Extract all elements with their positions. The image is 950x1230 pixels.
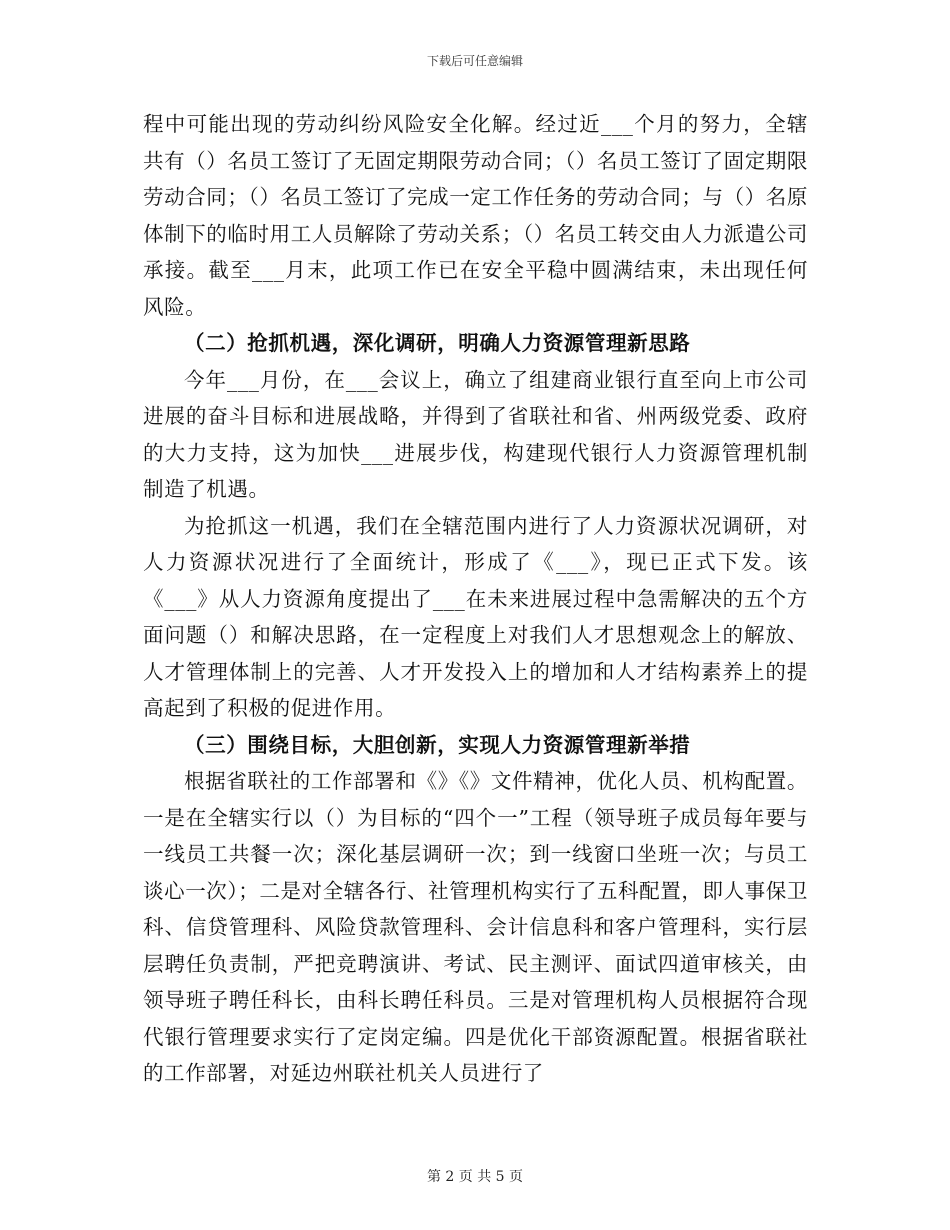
paragraph-opportunity: 今年___月份，在___会议上，确立了组建商业银行直至向上市公司进展的奋斗目标和进展战略，并得到了省联社和省、州两级党委、政府的大力支持，这为加快___进展步伐，构建现代银行人力资源管理机制制造了机遇。 — [143, 367, 808, 501]
document-body — [143, 106, 808, 1092]
section-heading-3: （三）围绕目标，大胆创新，实现人力资源管理新举措 — [184, 732, 691, 757]
paragraph-measures: 根据省联社的工作部署和《》《》文件精神，优化人员、机构配置。一是在全辖实行以（）为目标的“四个一”工程（领导班子成员每年要与一线员工共餐一次；深化基层调研一次；到一线窗口坐班一次；与员工谈心一次）；二是对全辖各行、社管理机构实行了五科配置，即人事保卫科、信贷管理科、风险贷款管理科、会计信息科和客户管理科，实行层层聘任负责制，严把竞聘演讲、考试、民主测评、面试四道审核关，由领导班子聘任科长，由科长聘任科员。三是对管理机构人员根据符合现代银行管理要求实行了定岗定编。四是优化干部资源配置。根据省联社的工作部署，对延边州联社机关人员进行了 — [143, 769, 808, 1085]
paragraph-survey: 为抢抓这一机遇，我们在全辖范围内进行了人力资源状况调研，对人力资源状况进行了全面统计，形成了《___》，现已正式下发。该《___》从人力资源角度提出了___在未来进展过程中急需解决的五个方面问题（）和解决思路，在一定程度上对我们人才思想观念上的解放、人才管理体制上的完善、人才开发投入上的增加和人才结构素养上的提高起到了积极的促进作用。 — [143, 513, 808, 720]
section-heading-2: （二）抢抓机遇，深化调研，明确人力资源管理新思路 — [184, 331, 691, 355]
page-number-footer: 第 2 页 共 5 页 — [426, 1169, 524, 1185]
page-header: 下载后可任意编辑 — [426, 54, 523, 68]
paragraph-labor-contracts: 程中可能出现的劳动纠纷风险安全化解。经过近___个月的努力，全辖共有（）名员工签订了无固定期限劳动合同；（）名员工签订了固定期限劳动合同；（）名员工签订了完成一定工作任务的劳动合同；与（）名原体制下的临时用工人员解除了劳动关系；（）名员工转交由人力派遣公司承接。截至___月末，此项工作已在安全平稳中圆满结束，未出现任何风险。 — [143, 112, 808, 319]
